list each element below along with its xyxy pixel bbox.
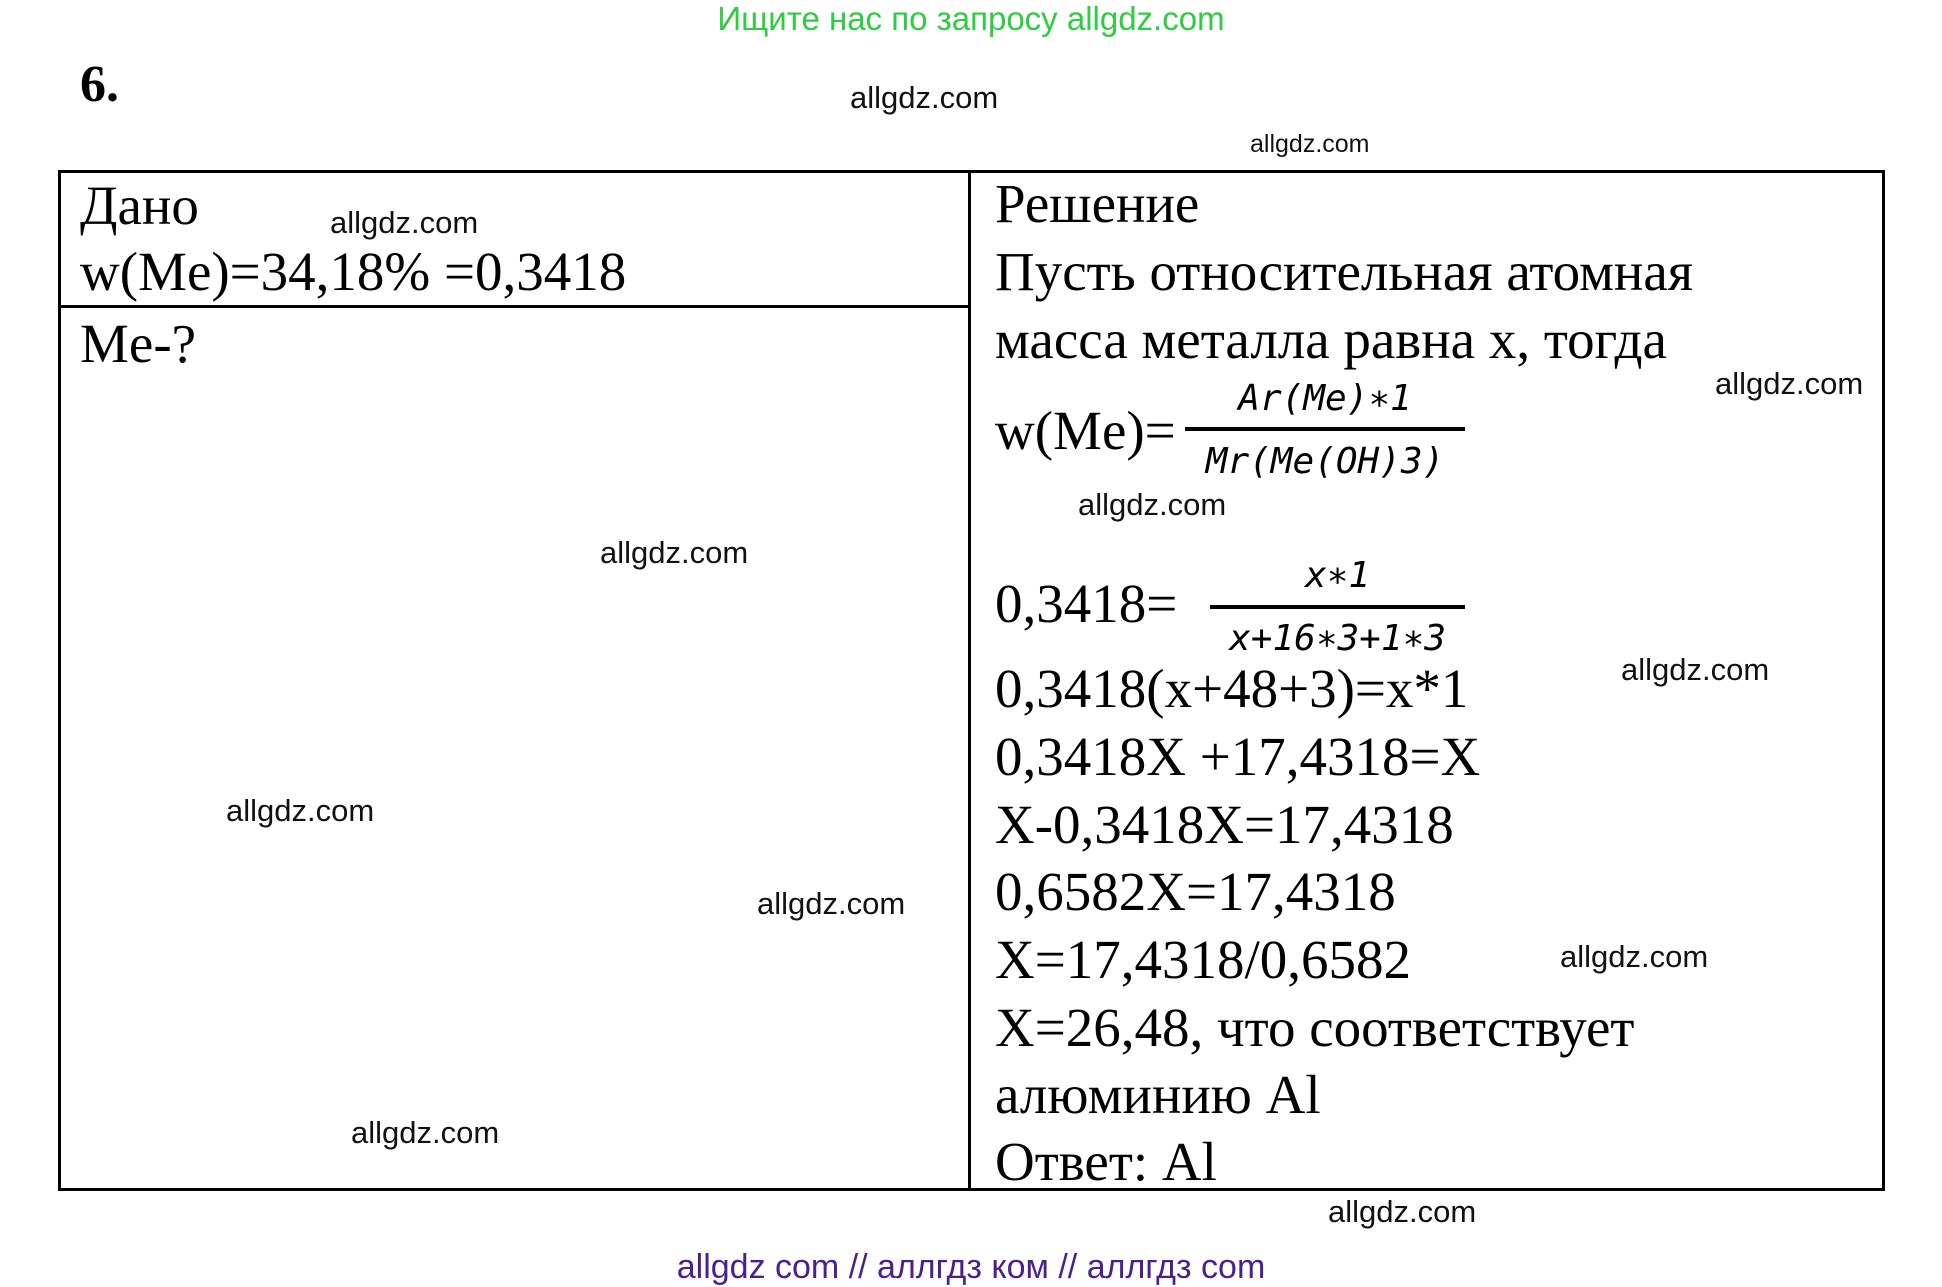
find-unknown: Me-? [80, 313, 197, 374]
equation-numerator: x∗1 [1304, 555, 1371, 596]
watermark: allgdz.com [600, 535, 749, 570]
solution-step-7: алюминию Al [995, 1064, 1321, 1125]
formula-denominator: Mr(Me(OH)3) [1205, 441, 1445, 482]
watermark: allgdz.com [1621, 652, 1770, 687]
given-mass-fraction: w(Me)=34,18% =0,3418 [80, 241, 627, 302]
solution-step-6: X=26,48, что соответствует [995, 997, 1635, 1058]
watermark: allgdz.com [226, 793, 375, 828]
watermark: allgdz.com [850, 80, 999, 115]
watermark: allgdz.com [757, 886, 906, 921]
formula-lhs: w(Me)= [995, 400, 1176, 461]
answer: Ответ: Al [995, 1131, 1217, 1192]
formula-fraction-bar [1185, 427, 1465, 431]
equation-fraction-bar [1210, 605, 1465, 609]
solution-step-5: X=17,4318/0,6582 [995, 929, 1412, 990]
solution-line-1: Пусть относительная атомная [995, 241, 1694, 302]
watermark: allgdz.com [1078, 487, 1227, 522]
watermark: allgdz.com [1715, 366, 1864, 401]
solution-heading: Решение [995, 173, 1200, 234]
watermark: allgdz.com [1250, 130, 1370, 158]
top-banner: Ищите нас по запросу allgdz.com [717, 0, 1225, 37]
solution-step-3: X-0,3418X=17,4318 [995, 794, 1454, 855]
solution-step-1: 0,3418(x+48+3)=x*1 [995, 658, 1469, 719]
equation-denominator: x+16∗3+1∗3 [1229, 618, 1446, 659]
given-heading: Дано [80, 175, 199, 236]
watermark: allgdz.com [1560, 939, 1709, 974]
equation-lhs: 0,3418= [995, 573, 1178, 634]
watermark: allgdz.com [1328, 1194, 1477, 1229]
bottom-banner: allgdz com // аллгдз ком // аллгдз com [676, 1248, 1266, 1286]
solution-step-2: 0,3418X +17,4318=X [995, 726, 1481, 787]
solution-line-2: масса металла равна х, тогда [995, 309, 1667, 370]
watermark: allgdz.com [351, 1115, 500, 1150]
task-number: 6. [80, 56, 119, 113]
formula-numerator: Ar(Me)∗1 [1238, 378, 1412, 419]
table-column-divider [968, 170, 971, 1191]
solution-step-4: 0,6582X=17,4318 [995, 861, 1396, 922]
watermark: allgdz.com [330, 205, 479, 240]
